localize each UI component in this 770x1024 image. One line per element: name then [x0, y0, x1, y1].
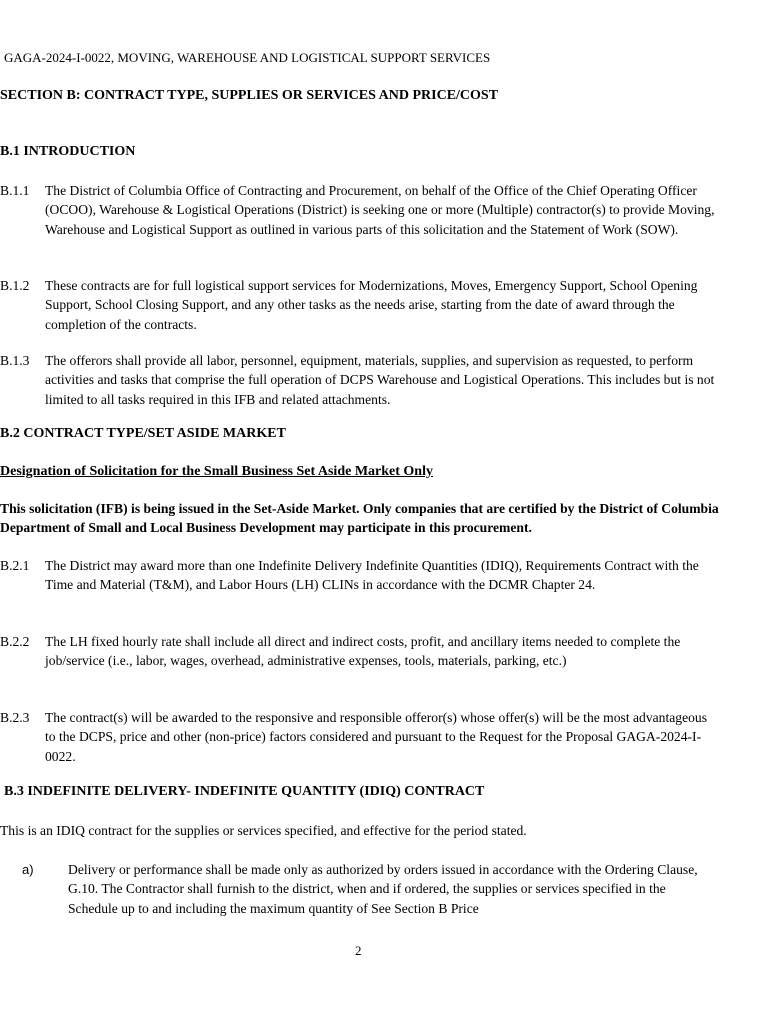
clause-number: B.2.1 — [0, 558, 30, 573]
clause-b-1-1 — [0, 181, 715, 239]
set-aside-notice: This solicitation (IFB) is being issued in the Set-Aside Market. Only companies that are certified by the District of Columbia Department of Small and Local Business Development may participate in this procurement. — [0, 501, 719, 536]
clause-b-1-3 — [0, 351, 715, 409]
clause-number: B.2.2 — [0, 634, 30, 649]
clause-b-2-1 — [0, 556, 715, 595]
clause-number: B.2.3 — [0, 710, 30, 725]
clause-number: B.1.1 — [0, 183, 30, 198]
page-number: 2 — [355, 943, 362, 958]
clause-b-3-a — [0, 860, 718, 918]
clause-b-2-2 — [0, 632, 715, 671]
clause-text: The offerors shall provide all labor, personnel, equipment, materials, supplies, and supervision as requested, to perform activities and tasks that comprise the full operation of DCPS Warehouse and Logistical Operations. This includes but is not limited to all tasks required in this IFB and related attachments. — [45, 353, 715, 407]
clause-text: These contracts are for full logistical support services for Modernizations, Moves, Emergency Support, School Opening Support, School Closing Support, and any other tasks as the needs arise, starting from the date of award through the completion of the contracts. — [45, 278, 698, 332]
clause-number: B.1.2 — [0, 278, 30, 293]
b2-heading: B.2 CONTRACT TYPE/SET ASIDE MARKET — [0, 426, 286, 441]
clause-text: The District may award more than one Indefinite Delivery Indefinite Quantities (IDIQ), Requirements Contract with the Time and Material (T&M), and Labor Hours (LH) CLINs in accordance with the DCMR Chapter 24. — [45, 558, 699, 593]
clause-text: Delivery or performance shall be made only as authorized by orders issued in accordance with the Ordering Clause, G.10. The Contractor shall furnish to the district, when and if ordered, the supplies or services specified in the Schedule up to and including the maximum quantity of See Section B Price — [68, 862, 698, 916]
clause-number: B.1.3 — [0, 353, 30, 368]
list-marker: a) — [22, 862, 34, 877]
clause-text: The District of Columbia Office of Contracting and Procurement, on behalf of the Office of the Chief Operating Officer (OCOO), Warehouse & Logistical Operations (District) is seeking one or more (Multiple) contractor(s) to provide Moving, Warehouse and Logistical Support as outlined in various parts of this solicitation and the Statement of Work (SOW). — [45, 183, 715, 237]
b3-intro: This is an IDIQ contract for the supplies or services specified, and effective for the period stated. — [0, 823, 527, 838]
designation-heading: Designation of Solicitation for the Small Business Set Aside Market Only — [0, 464, 433, 479]
clause-text: The contract(s) will be awarded to the responsive and responsible offeror(s) whose offer(s) will be the most advantageous to the DCPS, price and other (non-price) factors considered and pursuant to the Request for the Proposal GAGA-2024-I-0022. — [45, 710, 707, 764]
document-header: GAGA-2024-I-0022, MOVING, WAREHOUSE AND LOGISTICAL SUPPORT SERVICES — [4, 50, 491, 65]
b1-heading: B.1 INTRODUCTION — [0, 144, 136, 159]
section-title: SECTION B: CONTRACT TYPE, SUPPLIES OR SERVICES AND PRICE/COST — [0, 88, 499, 103]
b3-heading: B.3 INDEFINITE DELIVERY- INDEFINITE QUANTITY (IDIQ) CONTRACT — [4, 784, 485, 799]
clause-text: The LH fixed hourly rate shall include all direct and indirect costs, profit, and ancillary items needed to complete the job/service (i.e., labor, wages, overhead, administrative expenses, tools, materials, parking, etc.) — [45, 634, 681, 669]
clause-b-1-2 — [0, 276, 715, 334]
clause-b-2-3 — [0, 708, 715, 766]
